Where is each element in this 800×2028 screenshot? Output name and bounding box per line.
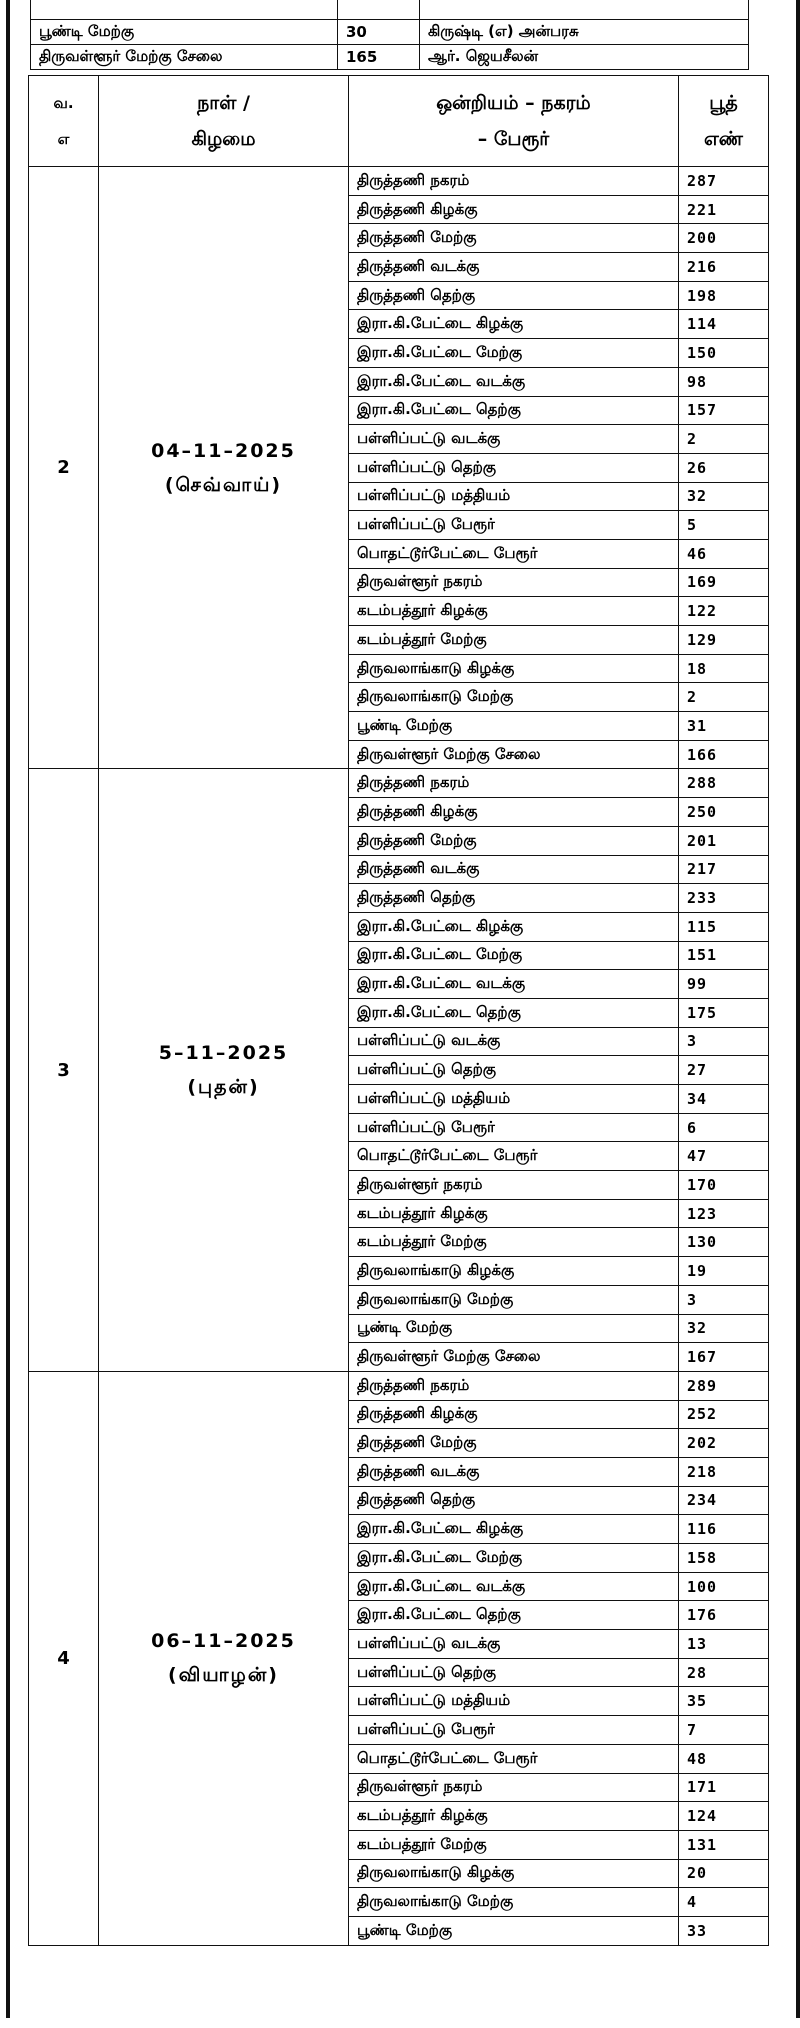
booth-number-cell: 200 [679,224,769,253]
booth-number-cell: 7 [679,1716,769,1745]
area-cell: திருவள்ளூர் மேற்கு சேலை [349,740,679,769]
area-cell: கடம்பத்தூர் கிழக்கு [349,1199,679,1228]
header-booth-line2: எண் [703,128,743,150]
booth-number-cell: 20 [679,1859,769,1888]
area-cell: திருத்தணி தெற்கு [349,1486,679,1515]
area-cell: இரா.கி.பேட்டை கிழக்கு [349,912,679,941]
area-cell: பள்ளிப்பட்டு பேரூர் [349,511,679,540]
page-bottom-cut [0,2018,800,2028]
serial-number-cell: 4 [29,1371,99,1945]
booth-number-cell: 170 [679,1171,769,1200]
date-day-cell [99,167,349,769]
previous-table-fragment [30,0,749,70]
area-cell: திருவலாங்காடு மேற்கு [349,1285,679,1314]
fragment-name-cell: கிருஷ்டி (எ) அன்பரசு [420,20,749,45]
booth-number-cell: 131 [679,1830,769,1859]
booth-number-cell: 252 [679,1400,769,1429]
booth-number-cell: 130 [679,1228,769,1257]
table-row [29,1371,769,1400]
date-text: 5–11–2025 [158,1042,289,1065]
area-cell: கடம்பத்தூர் மேற்கு [349,626,679,655]
weekday-text: (புதன்) [187,1076,260,1099]
booth-number-cell: 202 [679,1429,769,1458]
booth-number-cell: 287 [679,167,769,196]
area-cell: இரா.கி.பேட்டை தெற்கு [349,396,679,425]
area-cell: திருத்தணி மேற்கு [349,826,679,855]
booth-number-cell: 13 [679,1630,769,1659]
booth-number-cell: 201 [679,826,769,855]
area-cell: பள்ளிப்பட்டு பேரூர் [349,1113,679,1142]
area-cell: திருத்தணி தெற்கு [349,884,679,913]
header-date-line2: கிழமை [191,128,256,150]
booth-number-cell: 116 [679,1515,769,1544]
fragment-booth-cell: 165 [338,45,420,70]
booth-number-cell: 2 [679,425,769,454]
booth-number-cell: 221 [679,195,769,224]
area-cell: இரா.கி.பேட்டை கிழக்கு [349,310,679,339]
booth-number-cell: 169 [679,568,769,597]
booth-number-cell: 3 [679,1027,769,1056]
fragment-row [31,0,749,20]
booth-number-cell: 4 [679,1888,769,1917]
booth-number-cell: 3 [679,1285,769,1314]
area-cell: திருத்தணி நகரம் [349,167,679,196]
area-cell: திருத்தணி மேற்கு [349,224,679,253]
booth-number-cell: 19 [679,1257,769,1286]
area-cell: பள்ளிப்பட்டு பேரூர் [349,1716,679,1745]
area-cell: கடம்பத்தூர் கிழக்கு [349,1802,679,1831]
fragment-place-cell: திருவள்ளூர் மேற்கு சேலை [31,45,338,70]
date-text: 06–11–2025 [151,1630,296,1653]
booth-number-cell: 166 [679,740,769,769]
booth-number-cell: 5 [679,511,769,540]
booth-number-cell: 124 [679,1802,769,1831]
header-area [349,76,679,167]
header-serial-line1: வ. [53,94,74,112]
area-cell: திருவள்ளூர் நகரம் [349,1773,679,1802]
booth-number-cell: 216 [679,253,769,282]
booth-number-cell: 171 [679,1773,769,1802]
area-cell: திருவலாங்காடு கிழக்கு [349,654,679,683]
date-day-cell [99,1371,349,1945]
serial-number-cell: 2 [29,167,99,769]
fragment-name-cell [420,0,749,20]
fragment-booth-cell [338,0,420,20]
booth-number-cell: 250 [679,798,769,827]
area-cell: பள்ளிப்பட்டு மத்தியம் [349,1687,679,1716]
booth-number-cell: 217 [679,855,769,884]
fragment-row [31,20,749,45]
area-cell: திருத்தணி வடக்கு [349,855,679,884]
booth-number-cell: 18 [679,654,769,683]
area-cell: பள்ளிப்பட்டு தெற்கு [349,453,679,482]
area-cell: திருத்தணி நகரம் [349,1371,679,1400]
area-cell: பொதட்டூர்பேட்டை பேரூர் [349,539,679,568]
area-cell: பள்ளிப்பட்டு வடக்கு [349,425,679,454]
table-row [29,769,769,798]
booth-number-cell: 35 [679,1687,769,1716]
area-cell: இரா.கி.பேட்டை வடக்கு [349,970,679,999]
weekday-text: (செவ்வாய்) [164,473,283,496]
fragment-place-cell: பூண்டி மேற்கு [31,20,338,45]
booth-number-cell: 115 [679,912,769,941]
booth-number-cell: 233 [679,884,769,913]
area-cell: பள்ளிப்பட்டு மத்தியம் [349,1085,679,1114]
booth-number-cell: 27 [679,1056,769,1085]
booth-number-cell: 218 [679,1457,769,1486]
area-cell: திருத்தணி வடக்கு [349,253,679,282]
area-cell: பள்ளிப்பட்டு வடக்கு [349,1630,679,1659]
header-date-line1: நாள் / [197,92,250,114]
header-booth-line1: பூத் [709,92,738,114]
header-area-line2: – பேரூர் [477,128,550,150]
area-cell: திருத்தணி கிழக்கு [349,798,679,827]
area-cell: பொதட்டூர்பேட்டை பேரூர் [349,1142,679,1171]
booth-number-cell: 31 [679,712,769,741]
area-cell: பூண்டி மேற்கு [349,712,679,741]
booth-number-cell: 99 [679,970,769,999]
area-cell: கடம்பத்தூர் கிழக்கு [349,597,679,626]
area-cell: பள்ளிப்பட்டு தெற்கு [349,1658,679,1687]
booth-number-cell: 48 [679,1744,769,1773]
serial-number-cell: 3 [29,769,99,1371]
date-text: 04–11–2025 [151,439,296,462]
booth-number-cell: 47 [679,1142,769,1171]
area-cell: பள்ளிப்பட்டு வடக்கு [349,1027,679,1056]
area-cell: திருவலாங்காடு மேற்கு [349,1888,679,1917]
booth-number-cell: 32 [679,482,769,511]
booth-number-cell: 151 [679,941,769,970]
schedule-table [28,75,769,1946]
booth-number-cell: 123 [679,1199,769,1228]
area-cell: திருவலாங்காடு மேற்கு [349,683,679,712]
area-cell: திருவள்ளூர் நகரம் [349,568,679,597]
area-cell: இரா.கி.பேட்டை தெற்கு [349,998,679,1027]
area-cell: இரா.கி.பேட்டை மேற்கு [349,941,679,970]
area-cell: பள்ளிப்பட்டு மத்தியம் [349,482,679,511]
area-cell: கடம்பத்தூர் மேற்கு [349,1228,679,1257]
booth-number-cell: 100 [679,1572,769,1601]
area-cell: இரா.கி.பேட்டை தெற்கு [349,1601,679,1630]
booth-number-cell: 46 [679,539,769,568]
booth-number-cell: 114 [679,310,769,339]
booth-number-cell: 234 [679,1486,769,1515]
area-cell: பூண்டி மேற்கு [349,1916,679,1945]
booth-number-cell: 129 [679,626,769,655]
fragment-booth-cell: 30 [338,20,420,45]
booth-number-cell: 289 [679,1371,769,1400]
area-cell: திருத்தணி கிழக்கு [349,1400,679,1429]
page-border-left [6,0,10,2028]
booth-number-cell: 26 [679,453,769,482]
booth-number-cell: 32 [679,1314,769,1343]
area-cell: திருத்தணி வடக்கு [349,1457,679,1486]
header-area-line1: ஒன்றியம் – நகரம் [436,92,591,114]
date-day-cell [99,769,349,1371]
area-cell: இரா.கி.பேட்டை மேற்கு [349,1544,679,1573]
area-cell: இரா.கி.பேட்டை வடக்கு [349,1572,679,1601]
fragment-place-cell [31,0,338,20]
area-cell: திருவலாங்காடு கிழக்கு [349,1257,679,1286]
header-date [99,76,349,167]
booth-number-cell: 33 [679,1916,769,1945]
area-cell: இரா.கி.பேட்டை வடக்கு [349,367,679,396]
area-cell: பொதட்டூர்பேட்டை பேரூர் [349,1744,679,1773]
booth-number-cell: 167 [679,1343,769,1372]
booth-number-cell: 158 [679,1544,769,1573]
fragment-name-cell: ஆர். ஜெயசீலன் [420,45,749,70]
header-row [29,76,769,167]
weekday-text: (வியாழன்) [168,1664,279,1687]
booth-number-cell: 98 [679,367,769,396]
booth-number-cell: 198 [679,281,769,310]
area-cell: திருத்தணி கிழக்கு [349,195,679,224]
area-cell: பள்ளிப்பட்டு தெற்கு [349,1056,679,1085]
area-cell: கடம்பத்தூர் மேற்கு [349,1830,679,1859]
booth-number-cell: 157 [679,396,769,425]
area-cell: திருத்தணி நகரம் [349,769,679,798]
area-cell: இரா.கி.பேட்டை கிழக்கு [349,1515,679,1544]
table-row [29,167,769,196]
area-cell: திருவள்ளூர் நகரம் [349,1171,679,1200]
header-serial-line2: எ [57,130,70,148]
header-serial [29,76,99,167]
header-booth [679,76,769,167]
booth-number-cell: 2 [679,683,769,712]
area-cell: திருத்தணி மேற்கு [349,1429,679,1458]
area-cell: இரா.கி.பேட்டை மேற்கு [349,339,679,368]
booth-number-cell: 122 [679,597,769,626]
area-cell: திருவள்ளூர் மேற்கு சேலை [349,1343,679,1372]
page-border-right [796,0,800,2028]
booth-number-cell: 34 [679,1085,769,1114]
booth-number-cell: 28 [679,1658,769,1687]
area-cell: பூண்டி மேற்கு [349,1314,679,1343]
booth-number-cell: 176 [679,1601,769,1630]
area-cell: திருத்தணி தெற்கு [349,281,679,310]
fragment-row [31,45,749,70]
booth-number-cell: 288 [679,769,769,798]
booth-number-cell: 6 [679,1113,769,1142]
booth-number-cell: 175 [679,998,769,1027]
booth-number-cell: 150 [679,339,769,368]
area-cell: திருவலாங்காடு கிழக்கு [349,1859,679,1888]
